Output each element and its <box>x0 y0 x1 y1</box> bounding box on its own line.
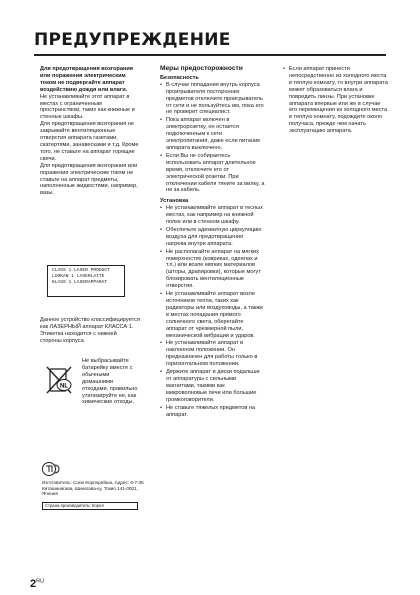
list-item: • Не располагайте аппарат на мягких поверхностях (ковриках, одеялах и т.п.) или возле мягких материалов (шторы, драпировки), которые могут блокировать вентиляционные отверстия. <box>160 249 265 290</box>
page-number <box>30 578 44 590</box>
warning-p2: Для предотвращения возгорания не закрывайте вентиляционные отверстия аппарата газетами, скатертями, занавесками и т.д. Кроме того, не ставьте на аппарат горящие свечи. <box>40 121 139 162</box>
column-warning <box>40 66 140 197</box>
safety-list <box>160 82 265 195</box>
battery-icon-text: NL <box>60 383 68 390</box>
laser-label <box>47 265 125 297</box>
list-item: • В случае попадания внутрь корпуса проигрывателя посторонних предметов отключите проигрыватель от сети и не пользуйтесь им, пока его не проверит специалист. <box>160 82 265 117</box>
battery-note: Не выбрасывайте батарейку вместе с обычными домашними отходами, правильно утилизируйте ее, как химические отходы. <box>82 358 138 406</box>
install-title: Установка <box>160 198 189 205</box>
condensation-list <box>283 66 388 135</box>
warning-bold: Для предотвращения возгорания или поражения электрическим током не подвергайте аппарат воздействию дождя или влаги. <box>40 66 134 93</box>
country-of-origin: Страна-производитель: Корея <box>42 502 138 510</box>
column-condensation <box>283 66 388 136</box>
precautions-heading: Меры предосторожности <box>160 65 243 72</box>
list-item: • Не устанавливайте аппарат возле источников тепла, таких как радиаторы или воздуховоды, а также в местах попадания прямого солнечного света, оберегайте аппарат от чрезмерной пыли, механической вибрации и ударов. <box>160 291 265 339</box>
warning-p1: Не устанавливайте этот аппарат в местах с ограниченным пространством, таких как книжные и стенные шкафы. <box>40 93 135 121</box>
list-item: • Держите аппарат и диски подальше от аппаратуры с сильными магнитами, такими как микроволновые печи или большие громкоговорители. <box>160 369 265 404</box>
certification-mark-icon <box>42 460 62 478</box>
laser-line: LUOKAN 1 LASERLAITE <box>52 274 105 279</box>
column-precautions <box>160 66 265 419</box>
install-list <box>160 205 265 418</box>
list-item: • Если аппарат принести непосредственно из холодного места в теплую комнату, то внутри аппарата может образоваться влага и повредить линзы. При установке аппарата впервые или же в случае его перемещения из холодного места в теплую комнату, подождите около получаса, прежде чем начать эксплуатацию аппарата. <box>283 66 388 135</box>
battery-disposal-icon <box>42 363 76 397</box>
page-number-value: 2 <box>30 578 37 590</box>
title-rule <box>34 54 386 56</box>
warning-p3: Для предотвращения возгорания или поражения электрическим током не ставьте на аппарат предметы, наполненные жидкостями, например, вазы. <box>40 162 138 197</box>
manufacturer-info: Изготовитель: Сони Корпорейшн, Адрес: 6-7-35 Киташинагава, Шинагава-ку, Токио 141-0001, Япония <box>42 480 144 497</box>
page-title: ПРЕДУПРЕЖДЕНИЕ <box>34 30 231 50</box>
laser-line: CLASS 1 LASER PRODUCT <box>52 268 110 273</box>
page-number-suffix: RU <box>36 578 45 585</box>
laser-note: Данное устройство классифицируется как ЛАЗЕРНЫЙ аппарат КЛАССА 1. Этикетка находится с нижней стороны корпуса. <box>40 317 140 344</box>
list-item: • Обеспечьте адекватную циркуляцию воздуха для предотвращения нагрева внутри аппарата. <box>160 227 265 248</box>
list-item: • Если Вы не собираетесь использовать аппарат длительное время, отключите его от электрической розетки. При отключении кабеля тяните за вилку, а не за кабель. <box>160 153 265 194</box>
list-item: • Не устанавливайте аппарат в тесных местах, как например на книжной полке или в стенном шкафу. <box>160 205 265 226</box>
safety-title: Безопасность <box>160 74 199 81</box>
list-item: • Не устанавливайте аппарат в наклонном положении. Он предназначен для работы только в горизонтальном положении. <box>160 340 265 368</box>
laser-line: KLASS 1 LASERAPPARAT <box>52 280 108 285</box>
list-item: • Пока аппарат включен в электророзетку, он остается подключенным к сети электропитания, даже если питание аппарата выключено. <box>160 117 265 152</box>
list-item: • Не ставьте тяжелых предметов на аппарат. <box>160 405 265 419</box>
